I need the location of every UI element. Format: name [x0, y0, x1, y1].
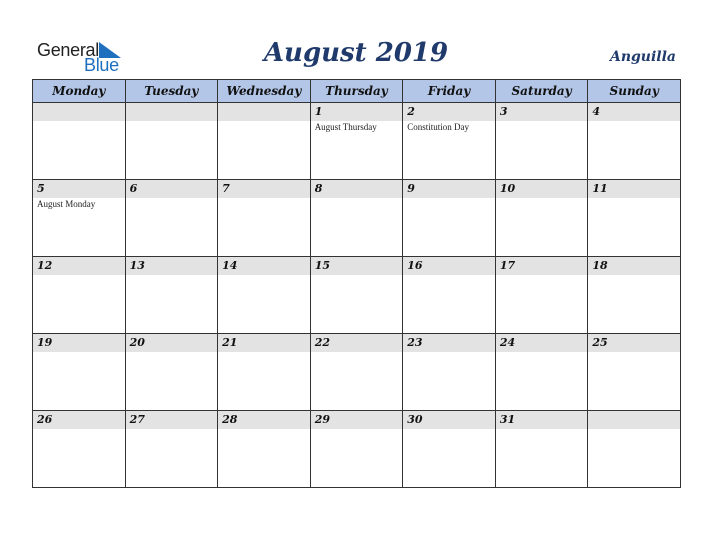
day-cell[interactable] — [310, 334, 403, 411]
day-cell[interactable] — [218, 411, 311, 488]
day-number: 24 — [496, 334, 588, 352]
day-number: 21 — [218, 334, 310, 352]
holiday-label — [126, 121, 218, 122]
day-number — [33, 103, 125, 121]
day-number: 31 — [496, 411, 588, 429]
holiday-label — [126, 429, 218, 430]
day-number: 22 — [311, 334, 403, 352]
holiday-label — [33, 352, 125, 353]
day-number: 13 — [126, 257, 218, 275]
day-number: 18 — [588, 257, 680, 275]
weekday-header-row — [33, 80, 681, 103]
holiday-label — [403, 352, 495, 353]
weekday-header: Saturday — [495, 80, 588, 103]
holiday-label — [588, 352, 680, 353]
logo-text-general: General — [37, 40, 99, 60]
day-cell[interactable] — [588, 411, 681, 488]
day-number: 4 — [588, 103, 680, 121]
day-number: 20 — [126, 334, 218, 352]
day-cell[interactable] — [495, 103, 588, 180]
day-number: 9 — [403, 180, 495, 198]
holiday-label — [218, 429, 310, 430]
holiday-label — [403, 275, 495, 276]
holiday-label — [588, 198, 680, 199]
holiday-label — [218, 121, 310, 122]
day-cell[interactable] — [403, 334, 496, 411]
week-row — [33, 103, 681, 180]
day-cell[interactable] — [33, 257, 126, 334]
day-number: 3 — [496, 103, 588, 121]
holiday-label: Constitution Day — [407, 122, 470, 132]
day-cell[interactable] — [310, 257, 403, 334]
day-cell[interactable] — [33, 411, 126, 488]
holiday-label — [33, 429, 125, 430]
holiday-label — [33, 121, 125, 122]
weekday-header: Thursday — [310, 80, 403, 103]
holiday-label — [311, 429, 403, 430]
day-number — [126, 103, 218, 121]
weekday-header: Tuesday — [125, 80, 218, 103]
holiday-label — [126, 275, 218, 276]
day-cell[interactable] — [588, 334, 681, 411]
day-cell[interactable] — [403, 180, 496, 257]
calendar-body — [33, 103, 681, 488]
day-cell[interactable] — [588, 103, 681, 180]
day-number: 7 — [218, 180, 310, 198]
holiday-label — [218, 275, 310, 276]
day-number: 26 — [33, 411, 125, 429]
day-number: 27 — [126, 411, 218, 429]
holiday-label — [588, 121, 680, 122]
day-number: 19 — [33, 334, 125, 352]
day-number: 14 — [218, 257, 310, 275]
day-number: 1 — [311, 103, 403, 121]
day-cell[interactable] — [218, 103, 311, 180]
day-cell[interactable] — [495, 257, 588, 334]
day-number: 10 — [496, 180, 588, 198]
day-number: 17 — [496, 257, 588, 275]
day-number: 25 — [588, 334, 680, 352]
weekday-header: Monday — [33, 80, 126, 103]
day-cell[interactable] — [218, 334, 311, 411]
day-number: 23 — [403, 334, 495, 352]
day-number: 11 — [588, 180, 680, 198]
day-number: 16 — [403, 257, 495, 275]
holiday-label — [403, 429, 495, 430]
holiday-label — [588, 275, 680, 276]
holiday-label — [311, 352, 403, 353]
day-cell[interactable] — [125, 103, 218, 180]
day-cell[interactable] — [588, 180, 681, 257]
day-cell[interactable] — [588, 257, 681, 334]
day-cell[interactable] — [218, 180, 311, 257]
holiday-label — [218, 352, 310, 353]
holiday-label: August Thursday — [314, 122, 377, 132]
week-row — [33, 334, 681, 411]
day-number: 15 — [311, 257, 403, 275]
day-cell[interactable] — [125, 411, 218, 488]
holiday-label — [311, 198, 403, 199]
day-number: 30 — [403, 411, 495, 429]
day-number — [218, 103, 310, 121]
day-cell[interactable] — [403, 257, 496, 334]
day-cell[interactable] — [125, 334, 218, 411]
day-cell[interactable] — [125, 257, 218, 334]
day-number: 5 — [33, 180, 125, 198]
day-number: 28 — [218, 411, 310, 429]
holiday-label — [496, 121, 588, 122]
day-number — [588, 411, 680, 429]
day-cell[interactable] — [33, 334, 126, 411]
weekday-header: Friday — [403, 80, 496, 103]
logo-text-blue: Blue — [84, 55, 119, 75]
day-cell[interactable] — [403, 411, 496, 488]
week-row — [33, 411, 681, 488]
day-number: 12 — [33, 257, 125, 275]
holiday-label — [126, 352, 218, 353]
calendar-grid — [32, 79, 681, 488]
holiday-label: August Monday — [37, 199, 96, 209]
day-number: 8 — [311, 180, 403, 198]
week-row — [33, 180, 681, 257]
holiday-label — [126, 198, 218, 199]
holiday-label — [496, 429, 588, 430]
holiday-label — [33, 275, 125, 276]
day-cell[interactable] — [33, 103, 126, 180]
day-number: 29 — [311, 411, 403, 429]
holiday-label — [496, 198, 588, 199]
day-cell[interactable] — [310, 411, 403, 488]
holiday-label — [311, 275, 403, 276]
weekday-header: Wednesday — [218, 80, 311, 103]
day-cell[interactable] — [403, 103, 496, 180]
weekday-header: Sunday — [588, 80, 681, 103]
calendar-title: August 2019 — [263, 38, 449, 68]
day-number: 6 — [126, 180, 218, 198]
day-cell[interactable] — [495, 334, 588, 411]
day-cell[interactable] — [218, 257, 311, 334]
day-cell[interactable] — [310, 103, 403, 180]
day-number: 2 — [403, 103, 495, 121]
week-row — [33, 257, 681, 334]
day-cell[interactable] — [495, 411, 588, 488]
holiday-label — [218, 198, 310, 199]
holiday-label — [588, 429, 680, 430]
holiday-label — [496, 352, 588, 353]
country-name: Anguilla — [609, 49, 676, 65]
day-cell[interactable] — [310, 180, 403, 257]
day-cell[interactable] — [125, 180, 218, 257]
day-cell[interactable] — [495, 180, 588, 257]
holiday-label — [403, 198, 495, 199]
holiday-label — [496, 275, 588, 276]
day-cell[interactable] — [33, 180, 126, 257]
